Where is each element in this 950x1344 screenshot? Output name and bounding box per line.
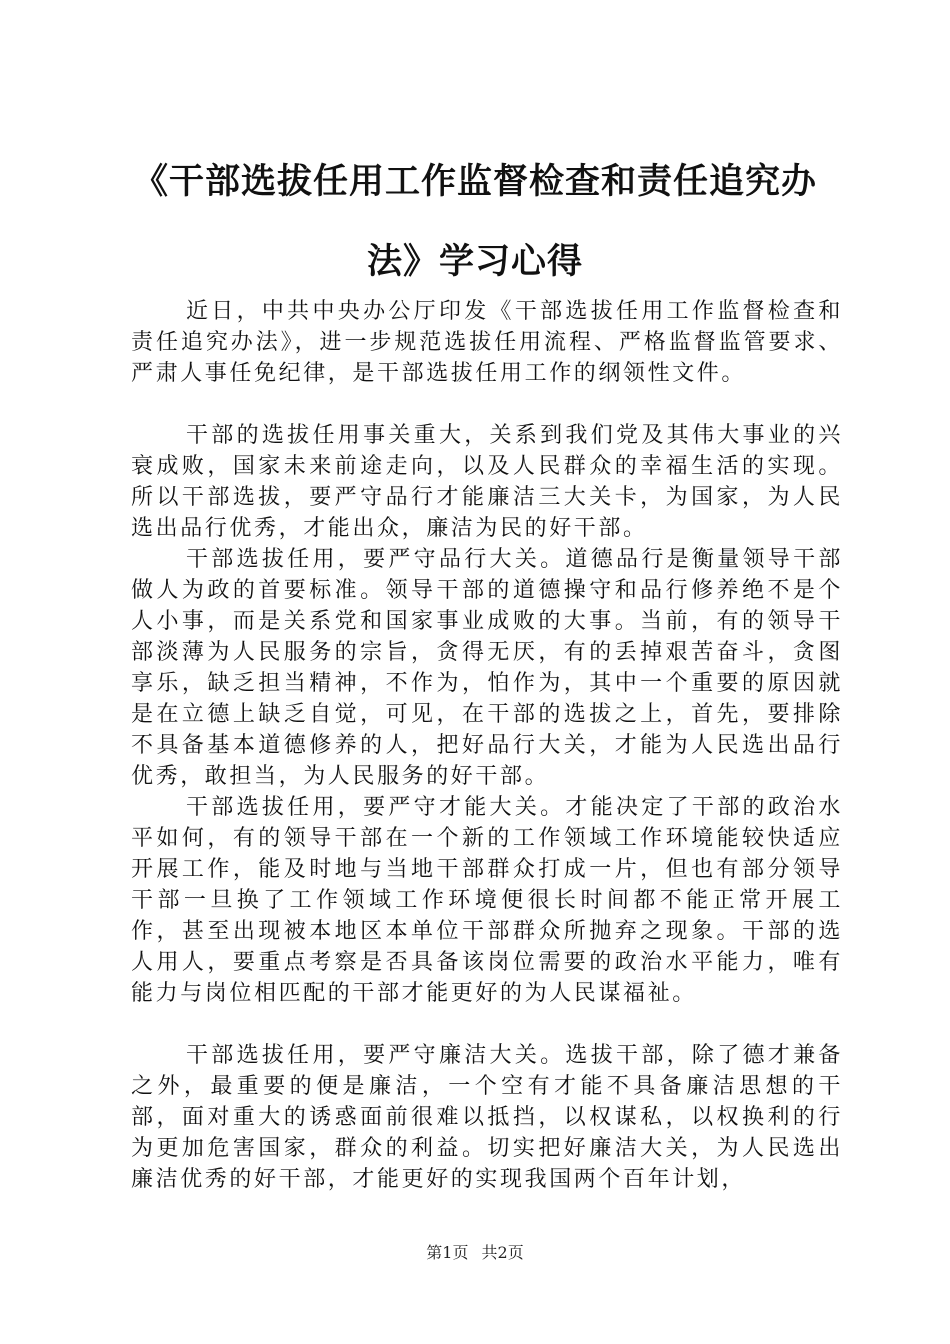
page-number-total: 共2页	[481, 1243, 524, 1262]
paragraph: 干部的选拔任用事关重大，关系到我们党及其伟大事业的兴衰成败，国家未来前途走向，以及人民群众的幸福生活的实现。所以干部选拔，要严守品行才能廉洁三大关卡，为国家，为人民选出品行优秀，才能出众，廉洁为民的好干部。	[131, 423, 843, 541]
document-body	[131, 296, 843, 1195]
paragraph: 干部选拔任用，要严守品行大关。道德品行是衡量领导干部做人为政的首要标准。领导干部的道德操守和品行修养绝不是个人小事，而是关系党和国家事业成败的大事。当前，有的领导干部淡薄为人民服务的宗旨，贪得无厌，有的丢掉艰苦奋斗，贪图享乐，缺乏担当精神，不作为，怕作为，其中一个重要的原因就是在立德上缺乏自觉，可见，在干部的选拔之上，首先，要排除不具备基本道德修养的人，把好品行大关，才能为人民选出品行优秀，敢担当，为人民服务的好干部。	[131, 547, 843, 789]
document-title-line-2: 法》学习心得	[366, 242, 583, 282]
page-number-current: 第1页	[426, 1243, 469, 1262]
page-footer	[0, 1242, 950, 1264]
paragraph: 干部选拔任用，要严守才能大关。才能决定了干部的政治水平如何，有的领导干部在一个新的工作领域工作环境能较快适应开展工作，能及时地与当地干部群众打成一片，但也有部分领导干部一旦换了工作领域工作环境便很长时间都不能正常开展工作，甚至出现被本地区本单位干部群众所抛弃之现象。干部的选人用人，要重点考察是否具备该岗位需要的政治水平能力，唯有能力与岗位相匹配的干部才能更好的为人民谋福祉。	[131, 795, 843, 1006]
paragraph: 近日，中共中央办公厅印发《干部选拔任用工作监督检查和责任追究办法》，进一步规范选拔任用流程、严格监督监管要求、严肃人事任免纪律，是干部选拔任用工作的纲领性文件。	[131, 299, 843, 386]
document-title-line-1: 《干部选拔任用工作监督检查和责任追究办	[132, 162, 817, 202]
paragraph: 干部选拔任用，要严守廉洁大关。选拔干部，除了德才兼备之外，最重要的便是廉洁，一个空有才能不具备廉洁思想的干部，面对重大的诱惑面前很难以抵挡，以权谋私，以权换利的行为更加危害国家，群众的利益。切实把好廉洁大关，为人民选出廉洁优秀的好干部，才能更好的实现我国两个百年计划，	[131, 1043, 843, 1192]
